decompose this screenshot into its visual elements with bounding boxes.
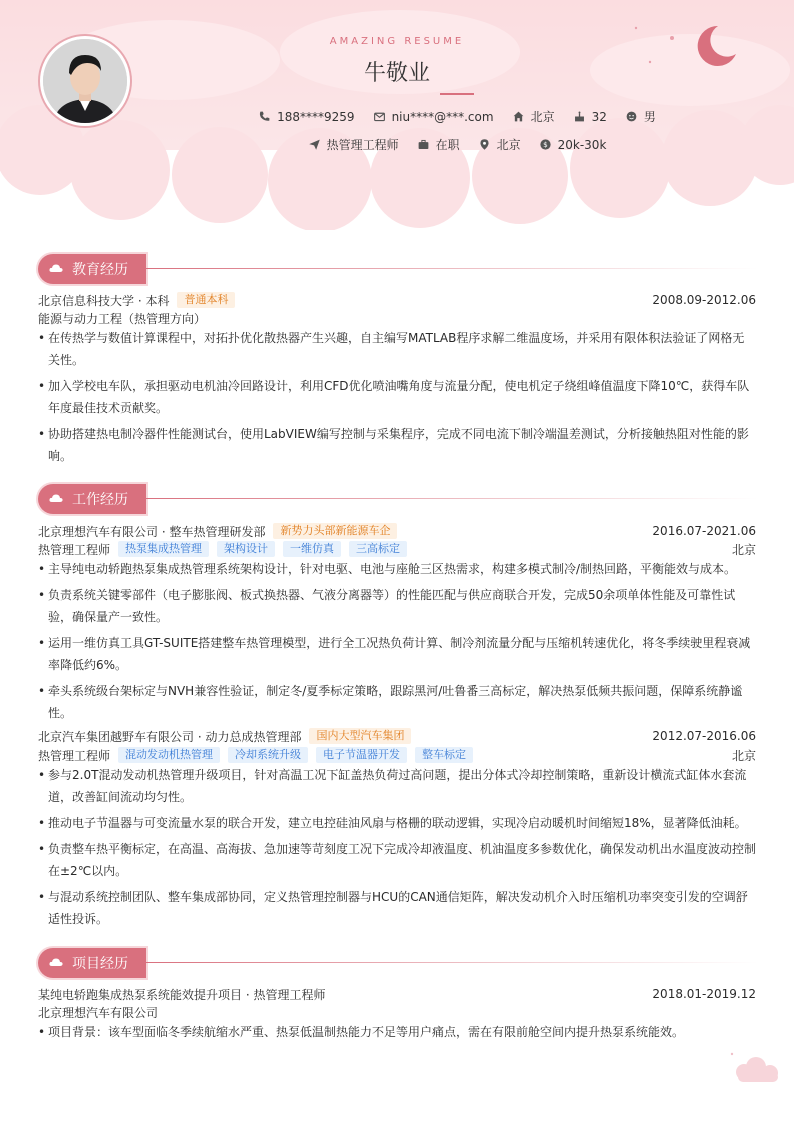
section-divider	[146, 498, 758, 499]
job-company-row	[38, 522, 756, 540]
company-name: 北京理想汽车有限公司 · 整车热管理研发部	[38, 524, 266, 539]
job-intent-row	[60, 136, 794, 153]
contact-gender: 男	[625, 108, 656, 125]
project-company: 北京理想汽车有限公司	[38, 1005, 159, 1020]
resume-header	[0, 0, 794, 230]
decorative-cloud-icon	[728, 1052, 784, 1086]
project-period: 2018.01-2019.12	[652, 987, 756, 1001]
education-period: 2008.09-2012.06	[652, 293, 756, 307]
skill-tag: 热泵集成热管理	[118, 541, 209, 557]
intent-position: 热管理工程师	[308, 136, 399, 153]
cloud-icon	[49, 263, 63, 273]
section-divider	[146, 268, 758, 269]
home-icon	[512, 110, 525, 123]
list-item: • 运用一维仿真工具GT-SUITE搭建整车热管理模型，进行全工况热负荷计算、制冷剂流量分配与压缩机转速优化，将冬季续驶里程衰减率降低约6%。	[38, 632, 756, 676]
section-title: 项目经历	[38, 948, 146, 978]
job-city: 北京	[731, 542, 756, 557]
skill-tag: 整车标定	[415, 747, 473, 763]
candidate-name: 牛敬业	[363, 61, 430, 86]
skill-tag: 架构设计	[217, 541, 275, 557]
send-icon	[308, 138, 321, 151]
section-title: 教育经历	[38, 254, 146, 284]
job-role: 热管理工程师	[38, 748, 111, 763]
project-bullets	[38, 1021, 756, 1047]
contact-row	[60, 108, 794, 125]
job-period: 2016.07-2021.06	[652, 524, 756, 538]
gender-icon	[625, 110, 638, 123]
contact-home: 北京	[512, 108, 555, 125]
location-icon	[478, 138, 491, 151]
job-role: 热管理工程师	[38, 542, 111, 557]
skill-tag: 三高标定	[349, 541, 407, 557]
project-title-row	[38, 985, 756, 1003]
section-education	[38, 254, 758, 284]
job-city: 北京	[731, 748, 756, 763]
name-underline	[440, 93, 474, 95]
list-item: • 牵头系统级台架标定与NVH兼容性验证，制定冬/夏季标定策略，跟踪黑河/吐鲁番三高标定，解决热泵低频共振问题，保障系统静谧性。	[38, 680, 756, 724]
section-work	[38, 484, 758, 514]
education-school-row	[38, 291, 756, 309]
cloud-icon	[49, 493, 63, 503]
list-item: • 加入学校电车队，承担驱动电机油冷回路设计，利用CFD优化喷油嘴角度与流量分配，使电机定子绕组峰值温度下降10℃，获得车队年度最佳技术贡献奖。	[38, 375, 756, 419]
cloud-icon	[49, 957, 63, 967]
job-role-row	[38, 746, 756, 764]
company-name: 北京汽车集团越野车有限公司 · 动力总成热管理部	[38, 729, 302, 744]
job-bullets	[38, 558, 756, 728]
section-divider	[146, 962, 758, 963]
project-company-row	[38, 1003, 756, 1021]
section-projects	[38, 948, 758, 978]
list-item: • 推动电子节温器与可变流量水泵的联合开发，建立电控硅油风扇与格栅的联动逻辑，实现冷启动暖机时间缩短18%，显著降低油耗。	[38, 812, 756, 834]
intent-status: 在职	[417, 136, 460, 153]
skill-tag: 混动发动机热管理	[118, 747, 220, 763]
contact-age: 32	[573, 108, 607, 125]
education-major-row	[38, 309, 756, 327]
project-name: 某纯电轿跑集成热泵系统能效提升项目 · 热管理工程师	[38, 987, 326, 1002]
major: 能源与动力工程（热管理方向）	[38, 311, 207, 326]
job-period: 2012.07-2016.06	[652, 729, 756, 743]
skill-tag: 电子节温器开发	[316, 747, 407, 763]
mail-icon	[373, 110, 386, 123]
school-name: 北京信息科技大学 · 本科	[38, 293, 170, 308]
resume-tagline: AMAZING RESUME	[329, 36, 465, 47]
cake-icon	[573, 110, 586, 123]
list-item: • 负责系统关键零部件（电子膨胀阀、板式换热器、气液分离器等）的性能匹配与供应商联合开发，完成50余项单体性能及可靠性试验，确保量产一致性。	[38, 584, 756, 628]
intent-salary: $ 20k-30k	[539, 136, 607, 153]
skill-tag: 冷却系统升级	[228, 747, 308, 763]
company-tag: 新势力头部新能源车企	[273, 523, 397, 539]
list-item: • 负责整车热平衡标定，在高温、高海拔、急加速等苛刻度工况下完成冷却液温度、机油温度多参数优化，确保发动机出水温度波动控制在±2℃以内。	[38, 838, 756, 882]
salary-icon	[539, 138, 552, 151]
list-item: • 项目背景：该车型面临冬季续航缩水严重、热泵低温制热能力不足等用户痛点，需在有限前舱空间内提升热泵系统能效。	[38, 1021, 756, 1043]
education-bullets	[38, 327, 756, 471]
list-item: • 协助搭建热电制冷器件性能测试台，使用LabVIEW编写控制与采集程序，完成不同电流下制冷端温差测试，分析接触热阻对性能的影响。	[38, 423, 756, 467]
contact-phone: 188****9259	[258, 108, 354, 125]
list-item: • 在传热学与数值计算课程中，对拓扑优化散热器产生兴趣，自主编写MATLAB程序求解二维温度场，并采用有限体积法验证了网格无关性。	[38, 327, 756, 371]
list-item: • 主导纯电动轿跑热泵集成热管理系统架构设计，针对电驱、电池与座舱三区热需求，构建多模式制冷/制热回路，平衡能效与成本。	[38, 558, 756, 580]
svg-text:$: $	[542, 140, 548, 150]
contact-email: niu****@***.com	[373, 108, 494, 125]
school-tag: 普通本科	[177, 292, 235, 308]
briefcase-icon	[417, 138, 430, 151]
list-item: • 与混动系统控制团队、整车集成部协同，定义热管理控制器与HCU的CAN通信矩阵，解决发动机介入时压缩机功率突变引发的空调舒适性投诉。	[38, 886, 756, 930]
section-title: 工作经历	[38, 484, 146, 514]
job-role-row	[38, 540, 756, 558]
job-bullets	[38, 764, 756, 934]
job-company-row	[38, 727, 756, 745]
skill-tag: 一维仿真	[283, 541, 341, 557]
intent-city: 北京	[478, 136, 521, 153]
phone-icon	[258, 110, 271, 123]
company-tag: 国内大型汽车集团	[309, 728, 411, 744]
list-item: • 参与2.0T混动发动机热管理升级项目，针对高温工况下缸盖热负荷过高问题，提出分体式冷却控制策略，重新设计横流式缸体水套流道，改善缸间流动均匀性。	[38, 764, 756, 808]
